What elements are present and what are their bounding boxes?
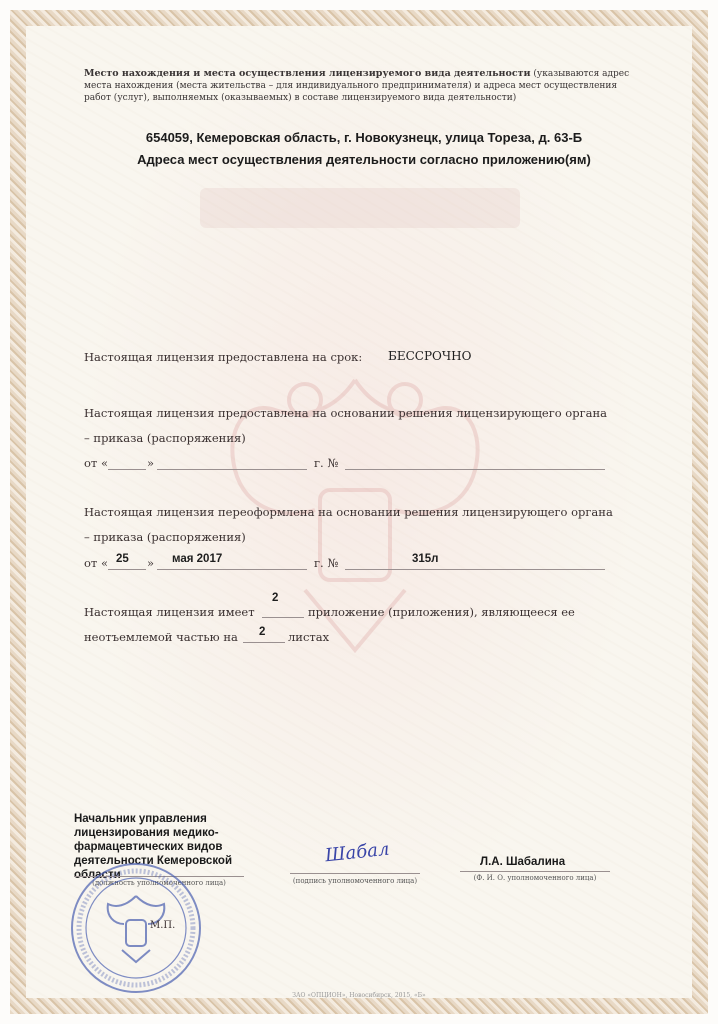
header-note-text: (указываются адрес места нахождения (места жительства – для индивидуального предпринимателя) и адреса мест осуществления работ (услуг), выполняемых (оказываемых) в составе лицензируемого вида деятельности) xyxy=(84,69,630,103)
granted-line2: – приказа (распоряжения) xyxy=(84,431,246,445)
reissued-line1: Настоящая лицензия переоформлена на основании решения лицензирующего органа xyxy=(84,505,613,519)
chief-title: Начальник управления лицензирования медико-фармацевтических видов деятельности Кемеровской области xyxy=(74,813,233,881)
appendix-label-part3: неотъемлемой частью на xyxy=(84,630,238,644)
granted-number-underline xyxy=(345,469,605,470)
reissued-month-year: мая 2017 xyxy=(172,553,223,565)
reissued-day-underline xyxy=(108,569,146,570)
signer-caption: (Ф. И. О. уполномоченного лица) xyxy=(473,874,597,882)
print-footer: ЗАО «ОПЦИОН», Новосибирск, 2015, «Б» xyxy=(292,992,426,999)
term-label: Настоящая лицензия предоставлена на срок: xyxy=(84,350,363,364)
stamp-label: М.П. xyxy=(150,920,176,931)
signature-underline xyxy=(290,873,420,874)
reissued-from-label: от « xyxy=(84,556,108,570)
granted-number-label: г. № xyxy=(314,456,339,470)
granted-from-label: от « xyxy=(84,456,108,470)
address-appendix-line: Адреса мест осуществления деятельности согласно приложению(ям) xyxy=(137,152,591,167)
reissued-quote-close: » xyxy=(147,556,155,570)
header-bold-text: Место нахождения и места осуществления лицензируемого вида деятельности xyxy=(84,68,531,79)
signature-caption: (подпись уполномоченного лица) xyxy=(292,877,418,885)
address-line: 654059, Кемеровская область, г. Новокузнецк, улица Тореза, д. 63-Б xyxy=(145,130,583,145)
granted-day-underline xyxy=(108,469,146,470)
reissued-number-underline xyxy=(345,569,605,570)
appendix-count: 2 xyxy=(272,592,279,604)
appendix-count-underline xyxy=(262,617,304,618)
official-stamp-icon xyxy=(66,858,206,998)
signer-underline xyxy=(460,871,610,872)
appendix-sheets: 2 xyxy=(259,626,266,638)
granted-quote-close: » xyxy=(147,456,155,470)
appendix-label-part4: листах xyxy=(288,630,330,644)
handwritten-signature: Шабал xyxy=(324,838,391,867)
appendix-label-part1: Настоящая лицензия имеет xyxy=(84,605,255,619)
reissued-line2: – приказа (распоряжения) xyxy=(84,530,246,544)
appendix-label-part2: приложение (приложения), являющееся ее xyxy=(308,605,575,619)
reissued-day: 25 xyxy=(116,553,129,565)
reissued-number: 315л xyxy=(412,553,439,565)
reissued-number-label: г. № xyxy=(314,556,339,570)
chief-caption: (должность уполномоченного лица) xyxy=(92,879,226,887)
header-note xyxy=(84,68,644,104)
term-value: БЕССРОЧНО xyxy=(388,349,472,363)
appendix-sheets-underline xyxy=(243,642,285,643)
granted-line1: Настоящая лицензия предоставлена на основании решения лицензирующего органа xyxy=(84,406,607,420)
signer-name: Л.А. Шабалина xyxy=(480,856,566,868)
granted-month-underline xyxy=(157,469,307,470)
reissued-month-underline xyxy=(157,569,307,570)
